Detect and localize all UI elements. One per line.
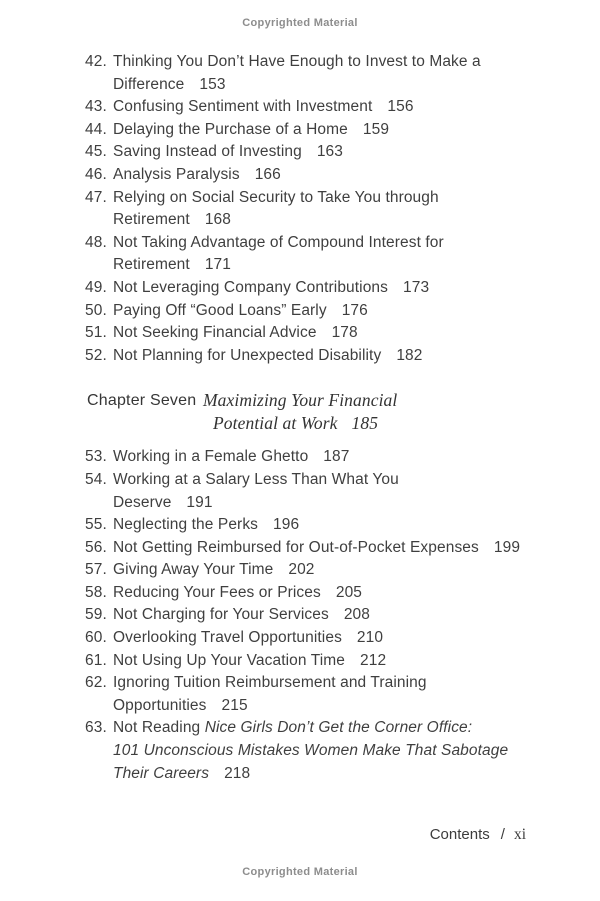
chapter-label: Chapter Seven: [87, 392, 197, 410]
toc-item: [85, 559, 560, 582]
toc-item-title: Not Getting Reimbursed for Out-of-Pocket Expenses: [113, 538, 479, 556]
toc-item-line: [113, 763, 560, 786]
toc-item-line: [85, 627, 560, 650]
toc-item-title: Working at a Salary Less Than What You: [113, 470, 399, 488]
toc-item-line: [113, 695, 560, 718]
toc-item-line: [85, 51, 560, 74]
copyright-notice-top: Copyrighted Material: [242, 17, 358, 29]
toc-item-page: 218: [224, 764, 251, 782]
toc-item-line: [113, 74, 560, 97]
toc-item: [85, 604, 560, 627]
toc-item-title: Confusing Sentiment with Investment: [113, 98, 373, 116]
toc-item-title: Not Charging for Your Services: [113, 606, 329, 624]
toc-item-number: 51.: [85, 324, 107, 342]
toc-item-line: [85, 582, 560, 605]
toc-item-page: 173: [403, 278, 430, 296]
toc-item-number: 56.: [85, 538, 107, 556]
toc-item-page: 166: [254, 165, 281, 183]
toc-item: [85, 537, 560, 560]
toc-item: [85, 277, 560, 300]
toc-item-page: 210: [356, 629, 384, 647]
toc-item-title: Not Using Up Your Vacation Time: [113, 651, 345, 669]
toc-item-line: [85, 164, 560, 187]
toc-list-chapter-six-items: [85, 51, 560, 367]
toc-item-line: [85, 514, 560, 537]
toc-item-line: [85, 717, 560, 740]
toc-item: [85, 717, 560, 785]
toc-item-page: 178: [331, 324, 358, 342]
toc-item-title: Giving Away Your Time: [113, 561, 274, 579]
toc-item-page: 153: [199, 75, 226, 93]
toc-item-page: 182: [396, 346, 423, 364]
toc-item-title-italic: Nice Girls Don’t Get the Corner Office:: [204, 719, 473, 737]
footer-separator: /: [500, 826, 505, 843]
toc-item-title-italic: 101 Unconscious Mistakes Women Make That Sabotage: [113, 742, 509, 760]
toc-item-line: [85, 141, 560, 164]
toc-list-chapter-seven-items: [85, 446, 560, 785]
toc-item: [85, 650, 560, 673]
toc-item-page: 215: [221, 696, 248, 714]
toc-item-number: 54.: [85, 470, 107, 488]
toc-item-page: 187: [323, 448, 350, 466]
toc-item-number: 59.: [85, 606, 107, 624]
toc-item: [85, 300, 560, 323]
toc-item-title: Analysis Paralysis: [113, 165, 240, 183]
toc-item-number: 49.: [85, 278, 107, 296]
toc-item-title: Retirement: [113, 211, 190, 229]
toc-item-title: Paying Off “Good Loans” Early: [113, 301, 327, 319]
chapter-heading: [87, 389, 560, 435]
toc-item-number: 46.: [85, 165, 107, 183]
chapter-page-number: 185: [351, 413, 379, 434]
toc-item-line: [85, 300, 560, 323]
toc-item: [85, 627, 560, 650]
page-footer: [430, 826, 526, 844]
toc-item-page: 163: [316, 143, 343, 161]
toc-item-title: Not Planning for Unexpected Disability: [113, 346, 382, 364]
toc-item-page: 212: [360, 651, 387, 669]
toc-item-number: 60.: [85, 629, 107, 647]
toc-item-line: [85, 187, 560, 210]
toc-item: [85, 672, 560, 717]
toc-item-number: 43.: [85, 98, 107, 116]
footer-page-number: xi: [513, 826, 526, 843]
chapter-title-line-2: [203, 412, 397, 435]
copyright-notice-bottom: Copyrighted Material: [242, 866, 358, 878]
toc-item-page: 205: [335, 583, 363, 601]
toc-item-page: 171: [204, 256, 231, 274]
toc-item: [85, 187, 560, 232]
toc-item: [85, 469, 560, 514]
toc-item-title: Overlooking Travel Opportunities: [113, 629, 342, 647]
chapter-title: [203, 389, 397, 435]
toc-item-number: 55.: [85, 516, 107, 534]
chapter-title-line-2-text: Potential at Work: [213, 413, 338, 434]
toc-item-number: 47.: [85, 188, 107, 206]
toc-item-line: [85, 322, 560, 345]
toc-item-line: [113, 209, 560, 232]
toc-item-page: 208: [343, 606, 370, 624]
toc-item-line: [85, 650, 560, 673]
toc-item: [85, 119, 560, 142]
toc-item-line: [113, 254, 560, 277]
toc-item-number: 63.: [85, 719, 107, 737]
toc-item-line: [85, 96, 560, 119]
toc-item-page: 196: [273, 516, 300, 534]
toc-item-title: Opportunities: [113, 696, 207, 714]
toc-item-line: [113, 740, 560, 763]
toc-item-title: Not Reading: [113, 719, 205, 737]
toc-item-title: Thinking You Don’t Have Enough to Invest to Make a: [113, 53, 481, 70]
toc-item: [85, 582, 560, 605]
toc-item-title: Retirement: [113, 256, 190, 274]
footer-section-label: Contents: [429, 826, 490, 843]
toc-item-title: Saving Instead of Investing: [113, 143, 302, 161]
toc-item-line: [85, 604, 560, 627]
toc-item-number: 62.: [85, 674, 107, 692]
toc-item-number: 50.: [85, 301, 107, 319]
toc-item-number: 45.: [85, 143, 107, 161]
toc-item-line: [85, 469, 560, 492]
toc-item-number: 48.: [85, 233, 107, 251]
toc-item-page: 199: [493, 538, 521, 556]
toc-item: [85, 514, 560, 537]
toc-item-line: [85, 672, 560, 695]
chapter-title-line-1: Maximizing Your Financial: [203, 390, 398, 411]
toc-item-line: [85, 537, 560, 560]
toc-item-line: [85, 345, 560, 368]
toc-item: [85, 446, 560, 469]
toc-item: [85, 345, 560, 368]
toc-item-title: Deserve: [113, 493, 172, 511]
toc-item-title: Relying on Social Security to Take You through: [113, 188, 439, 206]
toc-item-page: 191: [186, 493, 213, 511]
toc-item-number: 44.: [85, 120, 107, 138]
toc-item-line: [113, 492, 560, 515]
toc-item-title: Neglecting the Perks: [113, 516, 259, 534]
toc-item-page: 176: [341, 301, 368, 319]
toc-item-title: Difference: [113, 75, 185, 93]
toc-item: [85, 322, 560, 345]
toc-item-line: [85, 119, 560, 142]
toc-item-number: 52.: [85, 346, 107, 364]
toc-item: [85, 232, 560, 277]
toc-item-number: 57.: [85, 561, 107, 579]
toc-item-title: Working in a Female Ghetto: [113, 448, 309, 466]
toc-item-page: 168: [204, 211, 231, 229]
table-of-contents: [85, 51, 560, 785]
toc-item-title: Not Leveraging Company Contributions: [113, 278, 389, 296]
toc-item-title: Delaying the Purchase of a Home: [113, 120, 348, 138]
toc-item-number: 58.: [85, 583, 107, 601]
toc-item-line: [85, 446, 560, 469]
toc-item-line: [85, 559, 560, 582]
toc-item-number: 42.: [85, 53, 107, 70]
toc-item-page: 202: [288, 561, 315, 579]
toc-item-number: 53.: [85, 448, 107, 466]
toc-item-page: 156: [387, 98, 414, 116]
toc-item-line: [85, 277, 560, 300]
toc-item-line: [85, 232, 560, 255]
toc-item-title-italic: Their Careers: [113, 764, 210, 782]
toc-item: [85, 164, 560, 187]
toc-item: [85, 141, 560, 164]
toc-item-page: 159: [362, 120, 390, 138]
toc-item-title: Not Seeking Financial Advice: [113, 324, 317, 342]
toc-item-title: Reducing Your Fees or Prices: [113, 583, 321, 601]
toc-item-title: Not Taking Advantage of Compound Interest for: [113, 233, 444, 251]
toc-item: [85, 96, 560, 119]
toc-item-number: 61.: [85, 651, 107, 669]
toc-item-title: Ignoring Tuition Reimbursement and Training: [113, 674, 427, 692]
toc-item: [85, 51, 560, 96]
